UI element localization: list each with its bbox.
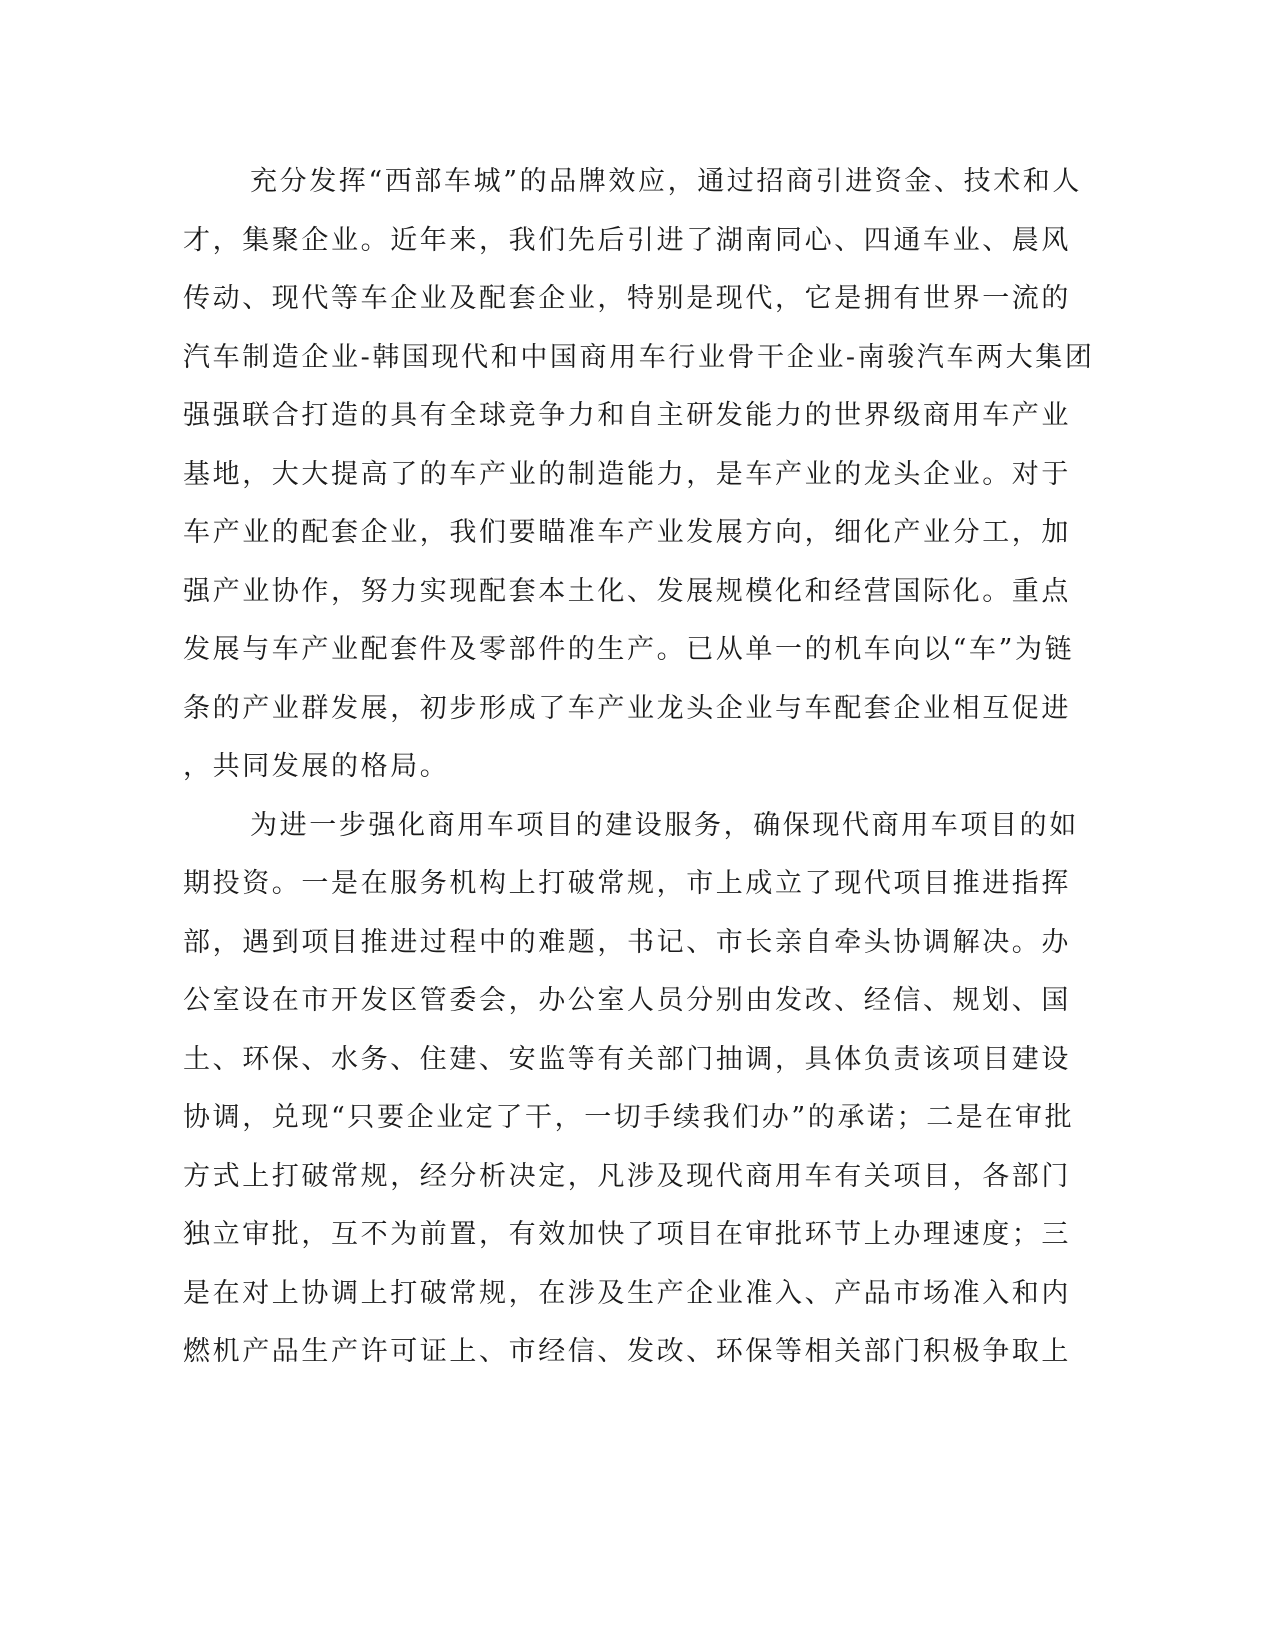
paragraph-line: 汽车制造企业-韩国现代和中国商用车行业骨干企业-南骏汽车两大集团 <box>183 342 1095 373</box>
paragraph-line: 发展与车产业配套件及零部件的生产。已从单一的机车向以“车”为链 <box>183 634 1075 665</box>
paragraph-line: 强强联合打造的具有全球竞争力和自主研发能力的世界级商用车产业 <box>183 400 1071 431</box>
paragraph-line: 公室设在市开发区管委会，办公室人员分别由发改、经信、规划、国 <box>183 985 1071 1016</box>
paragraph-line: 才，集聚企业。近年来，我们先后引进了湖南同心、四通车业、晨风 <box>183 225 1071 256</box>
paragraph-line: 独立审批，互不为前置，有效加快了项目在审批环节上办理速度；三 <box>183 1219 1071 1250</box>
paragraph-line: 基地，大大提高了的车产业的制造能力，是车产业的龙头企业。对于 <box>183 459 1071 490</box>
paragraph-line: 土、环保、水务、住建、安监等有关部门抽调，具体负责该项目建设 <box>183 1044 1071 1075</box>
paragraph-line: 期投资。一是在服务机构上打破常规，市上成立了现代项目推进指挥 <box>183 868 1071 899</box>
paragraph-line: 为进一步强化商用车项目的建设服务，确保现代商用车项目的如 <box>250 810 1079 841</box>
paragraph-line: 车产业的配套企业，我们要瞄准车产业发展方向，细化产业分工，加 <box>183 517 1071 548</box>
paragraph-line: 充分发挥“西部车城”的品牌效应，通过招商引进资金、技术和人 <box>250 166 1083 197</box>
paragraph-line: 燃机产品生产许可证上、市经信、发改、环保等相关部门积极争取上 <box>183 1336 1071 1367</box>
paragraph-line: ，共同发展的格局。 <box>183 751 450 782</box>
paragraph-line: 协调，兑现“只要企业定了干，一切手续我们办”的承诺；二是在审批 <box>183 1102 1075 1133</box>
paragraph-line: 条的产业群发展，初步形成了车产业龙头企业与车配套企业相互促进 <box>183 693 1071 724</box>
paragraph-line: 方式上打破常规，经分析决定，凡涉及现代商用车有关项目，各部门 <box>183 1161 1071 1192</box>
paragraph-line: 强产业协作，努力实现配套本土化、发展规模化和经营国际化。重点 <box>183 576 1071 607</box>
paragraph-line: 传动、现代等车企业及配套企业，特别是现代，它是拥有世界一流的 <box>183 283 1071 314</box>
paragraph-line: 是在对上协调上打破常规，在涉及生产企业准入、产品市场准入和内 <box>183 1278 1071 1309</box>
paragraph-line: 部，遇到项目推进过程中的难题，书记、市长亲自牵头协调解决。办 <box>183 927 1071 958</box>
